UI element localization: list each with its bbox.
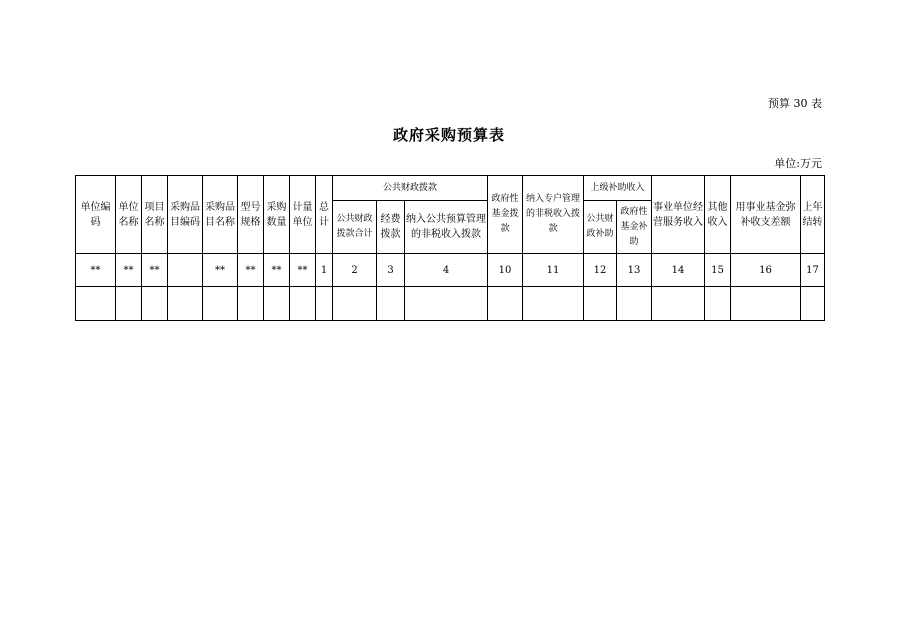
header-public-finance-subsidy: 公共财政补助: [584, 201, 617, 254]
header-total: 总计: [316, 176, 333, 254]
table-cell: [264, 287, 290, 321]
header-service-income: 事业单位经营服务收入: [652, 176, 705, 254]
table-cell: [584, 287, 617, 321]
table-row: [76, 287, 825, 321]
unit-label: 单位:万元: [774, 157, 822, 170]
table-cell: [652, 287, 705, 321]
page-title: 政府采购预算表: [392, 126, 505, 144]
table-cell: 3: [377, 254, 405, 287]
header-gov-fund: 政府性基金拨款: [488, 176, 523, 254]
table-cell: [203, 287, 238, 321]
table-cell: 4: [405, 254, 488, 287]
header-nontax-budget: 纳入公共预算管理的非税收入拨款: [405, 201, 488, 254]
table-cell: 10: [488, 254, 523, 287]
header-operating-funds: 经费拨款: [377, 201, 405, 254]
table-cell: **: [76, 254, 116, 287]
table-cell: **: [142, 254, 168, 287]
table-cell: **: [290, 254, 316, 287]
table-cell: [316, 287, 333, 321]
table-row: [76, 254, 825, 287]
table-cell: 12: [584, 254, 617, 287]
table-cell: [405, 287, 488, 321]
header-item-name: 项目名称: [142, 176, 168, 254]
table-cell: [116, 287, 142, 321]
table-cell: 16: [731, 254, 801, 287]
header-gov-fund-subsidy: 政府性基金补助: [617, 201, 652, 254]
header-unit-code: 单位编码: [76, 176, 116, 254]
table-cell: [168, 254, 203, 287]
header-public-finance-total: 公共财政拨款合计: [333, 201, 377, 254]
header-quantity: 采购数量: [264, 176, 290, 254]
table-cell: [142, 287, 168, 321]
table-cell: [238, 287, 264, 321]
header-spec: 型号规格: [238, 176, 264, 254]
table-cell: 15: [705, 254, 731, 287]
procurement-budget-table: [75, 175, 825, 321]
table-cell: [617, 287, 652, 321]
table-cell: [76, 287, 116, 321]
table-cell: 11: [523, 254, 584, 287]
table-cell: [488, 287, 523, 321]
header-catalog-code: 采购品目编码: [168, 176, 203, 254]
header-measure-unit: 计量单位: [290, 176, 316, 254]
table-cell: [731, 287, 801, 321]
table-cell: [801, 287, 825, 321]
header-fund-deficit: 用事业基金弥补收支差额: [731, 176, 801, 254]
table-cell: 14: [652, 254, 705, 287]
table-cell: 13: [617, 254, 652, 287]
table-cell: **: [264, 254, 290, 287]
table-cell: [168, 287, 203, 321]
header-higher-subsidy-group: 上级补助收入: [584, 176, 652, 201]
header-public-finance-group: 公共财政拨款: [333, 176, 488, 201]
table-cell: **: [238, 254, 264, 287]
header-other-income: 其他收入: [705, 176, 731, 254]
table-cell: [333, 287, 377, 321]
header-special-nontax: 纳入专户管理的非税收入拨款: [523, 176, 584, 254]
table-cell: [523, 287, 584, 321]
table-cell: **: [203, 254, 238, 287]
table-cell: **: [116, 254, 142, 287]
table-cell: 17: [801, 254, 825, 287]
header-carryover: 上年结转: [801, 176, 825, 254]
table-cell: 2: [333, 254, 377, 287]
table-cell: [290, 287, 316, 321]
table-cell: [705, 287, 731, 321]
header-unit-name: 单位名称: [116, 176, 142, 254]
header-catalog-name: 采购品目名称: [203, 176, 238, 254]
table-cell: 1: [316, 254, 333, 287]
form-number: 预算 30 表: [768, 97, 822, 110]
table-cell: [377, 287, 405, 321]
